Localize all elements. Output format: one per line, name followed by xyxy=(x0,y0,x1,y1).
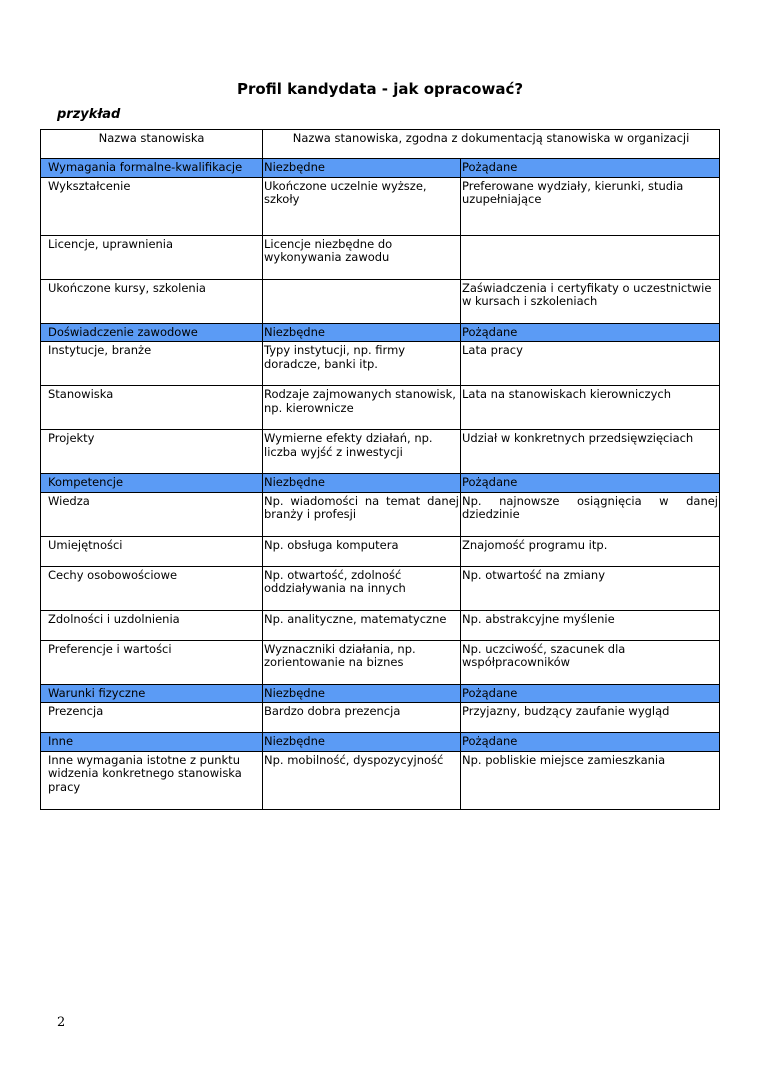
section-name: Doświadczenie zawodowe xyxy=(41,323,263,342)
section-name: Kompetencje xyxy=(41,474,263,493)
row-label: Wykształcenie xyxy=(41,177,263,235)
row-desired: Np. uczciwość, szacunek dla współpracowników xyxy=(461,640,720,684)
header-position-description: Nazwa stanowiska, zgodna z dokumentacją stanowiska w organizacji xyxy=(263,130,720,159)
section-required-label: Niezbędne xyxy=(263,159,461,178)
row-label: Ukończone kursy, szkolenia xyxy=(41,279,263,323)
table-row xyxy=(41,235,720,279)
row-label: Cechy osobowościowe xyxy=(41,566,263,610)
row-required: Rodzaje zajmowanych stanowisk, np. kierownicze xyxy=(263,386,461,430)
section-header-row xyxy=(41,733,720,752)
section-name: Wymagania formalne-kwalifikacje xyxy=(41,159,263,178)
section-required-label: Niezbędne xyxy=(263,684,461,703)
table-row xyxy=(41,279,720,323)
row-desired: Znajomość programu itp. xyxy=(461,536,720,566)
table-row xyxy=(41,430,720,474)
table-row xyxy=(41,640,720,684)
row-label: Stanowiska xyxy=(41,386,263,430)
row-desired: Np. najnowsze osiągnięcia w danej dziedzinie xyxy=(461,492,720,536)
row-desired: Np. abstrakcyjne myślenie xyxy=(461,610,720,640)
row-required: Wymierne efekty działań, np. liczba wyjść z inwestycji xyxy=(263,430,461,474)
row-required: Ukończone uczelnie wyższe, szkoły xyxy=(263,177,461,235)
row-required: Np. mobilność, dyspozycyjność xyxy=(263,751,461,809)
row-label: Umiejętności xyxy=(41,536,263,566)
row-required: Np. otwartość, zdolność oddziaływania na innych xyxy=(263,566,461,610)
row-required: Bardzo dobra prezencja xyxy=(263,703,461,733)
row-label: Licencje, uprawnienia xyxy=(41,235,263,279)
row-label: Projekty xyxy=(41,430,263,474)
table-row xyxy=(41,536,720,566)
row-desired: Np. otwartość na zmiany xyxy=(461,566,720,610)
section-header-row xyxy=(41,159,720,178)
row-desired xyxy=(461,235,720,279)
candidate-profile-table xyxy=(40,129,720,810)
row-required: Licencje niezbędne do wykonywania zawodu xyxy=(263,235,461,279)
section-desired-label: Pożądane xyxy=(461,159,720,178)
row-label: Zdolności i uzdolnienia xyxy=(41,610,263,640)
table-header-row xyxy=(41,130,720,159)
row-label: Preferencje i wartości xyxy=(41,640,263,684)
row-label: Wiedza xyxy=(41,492,263,536)
row-label: Inne wymagania istotne z punktu widzenia konkretnego stanowiska pracy xyxy=(41,751,263,809)
row-desired: Udział w konkretnych przedsięwzięciach xyxy=(461,430,720,474)
row-desired: Lata na stanowiskach kierowniczych xyxy=(461,386,720,430)
row-required: Np. wiadomości na temat danej branży i profesji xyxy=(263,492,461,536)
row-desired: Lata pracy xyxy=(461,342,720,386)
row-required: Typy instytucji, np. firmy doradcze, banki itp. xyxy=(263,342,461,386)
page-number: 2 xyxy=(57,1015,66,1030)
subtitle: przykład xyxy=(57,107,121,122)
row-desired: Np. pobliskie miejsce zamieszkania xyxy=(461,751,720,809)
section-header-row xyxy=(41,684,720,703)
section-name: Inne xyxy=(41,733,263,752)
header-position-name: Nazwa stanowiska xyxy=(41,130,263,159)
section-header-row xyxy=(41,323,720,342)
table-row xyxy=(41,703,720,733)
section-desired-label: Pożądane xyxy=(461,733,720,752)
section-desired-label: Pożądane xyxy=(461,474,720,493)
row-required: Np. analityczne, matematyczne xyxy=(263,610,461,640)
row-required xyxy=(263,279,461,323)
section-name: Warunki fizyczne xyxy=(41,684,263,703)
section-desired-label: Pożądane xyxy=(461,684,720,703)
row-desired: Zaświadczenia i certyfikaty o uczestnictwie w kursach i szkoleniach xyxy=(461,279,720,323)
row-desired: Przyjazny, budzący zaufanie wygląd xyxy=(461,703,720,733)
row-required: Np. obsługa komputera xyxy=(263,536,461,566)
table-row xyxy=(41,177,720,235)
section-required-label: Niezbędne xyxy=(263,474,461,493)
table-row xyxy=(41,492,720,536)
table-row xyxy=(41,342,720,386)
table-row xyxy=(41,751,720,809)
row-required: Wyznaczniki działania, np. zorientowanie na biznes xyxy=(263,640,461,684)
section-desired-label: Pożądane xyxy=(461,323,720,342)
section-header-row xyxy=(41,474,720,493)
table-row xyxy=(41,610,720,640)
page-title: Profil kandydata - jak opracować? xyxy=(236,80,524,98)
table-row xyxy=(41,386,720,430)
section-required-label: Niezbędne xyxy=(263,323,461,342)
table-row xyxy=(41,566,720,610)
row-label: Instytucje, branże xyxy=(41,342,263,386)
row-desired: Preferowane wydziały, kierunki, studia uzupełniające xyxy=(461,177,720,235)
section-required-label: Niezbędne xyxy=(263,733,461,752)
row-label: Prezencja xyxy=(41,703,263,733)
